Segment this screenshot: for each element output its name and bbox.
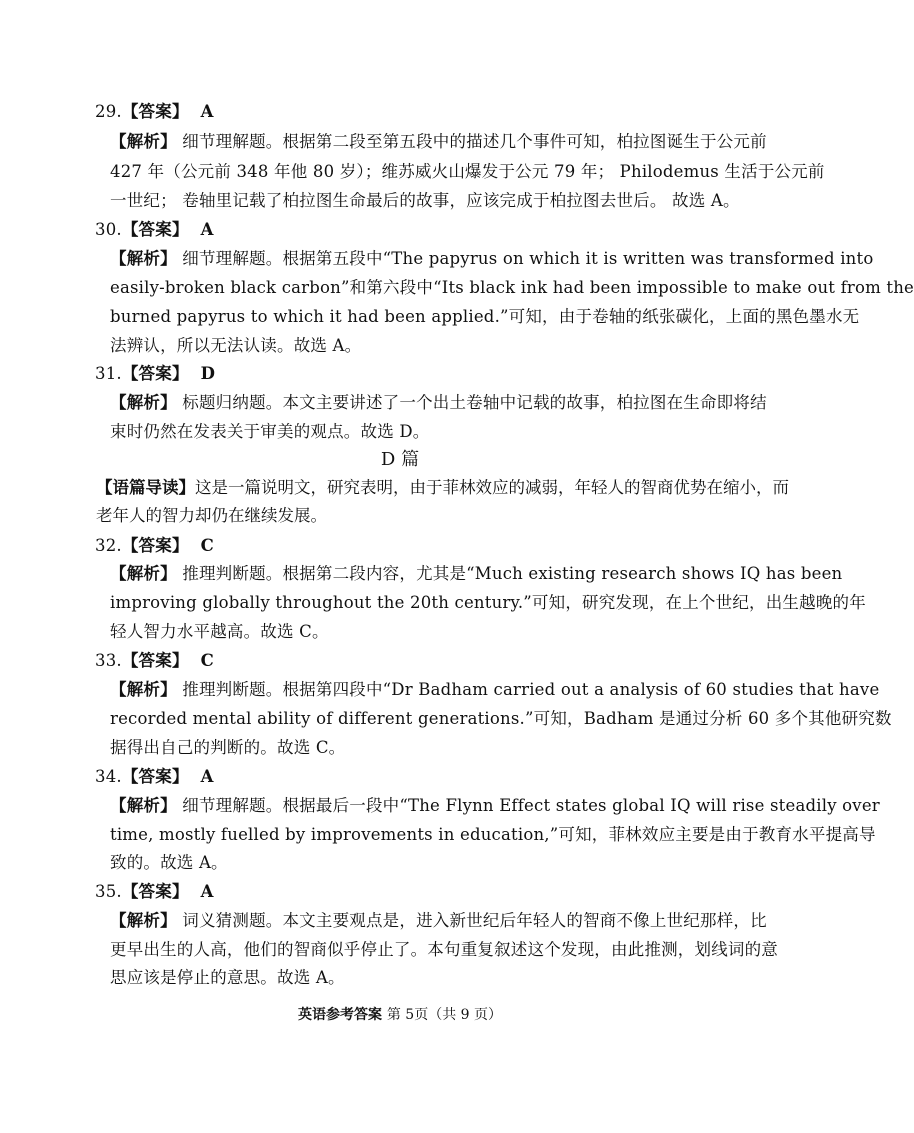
answer-line-35: 35.【答案】 A <box>95 882 214 901</box>
footer-page-number: 第 5页（共 9 页） <box>386 1007 503 1023</box>
explanation-31-line-2: 束时仍然在发表关于审美的观点。故选 D。 <box>110 422 430 441</box>
explanation-29-line-3: 一世纪； 卷轴里记载了柏拉图生命最后的故事，应该完成于柏拉图去世后。 故选 A。 <box>110 191 740 210</box>
explanation-32-line-1: 【解析】 推理判断题。根据第二段内容，尤其是“Much existing research shows IQ has been <box>110 564 843 583</box>
explanation-30-line-4: 法辨认，所以无法认读。故选 A。 <box>110 336 362 355</box>
explanation-33-line-2: recorded mental ability of different generations.”可知，Badham 是通过分析 60 多个其他研究数 <box>110 709 892 728</box>
answer-line-29: 29.【答案】 A <box>95 102 214 121</box>
explanation-29-line-2: 427 年（公元前 348 年他 80 岁）；维苏威火山爆发于公元 79 年； Philodemus 生活于公元前 <box>110 162 825 181</box>
answer-line-31: 31.【答案】 D <box>95 364 216 383</box>
explanation-31-line-1: 【解析】 标题归纳题。本文主要讲述了一个出土卷轴中记载的故事，柏拉图在生命即将结 <box>110 393 767 412</box>
explanation-34-line-2: time, mostly fuelled by improvements in education,”可知，菲林效应主要是由于教育水平提高导 <box>110 825 876 844</box>
explanation-32-line-3: 轻人智力水平越高。故选 C。 <box>110 622 329 641</box>
explanation-32-line-2: improving globally throughout the 20th century.”可知，研究发现，在上个世纪，出生越晚的年 <box>110 593 866 612</box>
explanation-35-line-1: 【解析】 词义猜测题。本文主要观点是，进入新世纪后年轻人的智商不像上世纪那样，比 <box>110 911 767 930</box>
section-title: D 篇 <box>380 449 420 470</box>
explanation-30-line-1: 【解析】 细节理解题。根据第五段中“The papyrus on which it is written was transformed into <box>110 249 874 268</box>
footer-title: 英语参考答案 <box>297 1007 382 1023</box>
answer-line-34: 34.【答案】 A <box>95 767 214 786</box>
guide-line-1: 【语篇导读】这是一篇说明文，研究表明，由于菲林效应的减弱，年轻人的智商优势在缩小，而 <box>96 478 789 497</box>
explanation-29-line-1: 【解析】 细节理解题。根据第二段至第五段中的描述几个事件可知，柏拉图诞生于公元前 <box>110 132 767 151</box>
guide-line-2: 老年人的智力却仍在继续发展。 <box>96 506 327 525</box>
explanation-35-line-2: 更早出生的人高，他们的智商似乎停止了。本句重复叙述这个发现，由此推测，划线词的意 <box>110 940 778 959</box>
explanation-35-line-3: 思应该是停止的意思。故选 A。 <box>110 968 345 987</box>
explanation-34-line-1: 【解析】 细节理解题。根据最后一段中“The Flynn Effect states global IQ will rise steadily over <box>110 796 880 815</box>
explanation-34-line-3: 致的。故选 A。 <box>110 853 228 872</box>
explanation-33-line-1: 【解析】 推理判断题。根据第四段中“Dr Badham carried out a analysis of 60 studies that have <box>110 680 880 699</box>
answer-line-32: 32.【答案】 C <box>95 536 214 555</box>
page-footer <box>0 1004 800 1024</box>
answer-line-30: 30.【答案】 A <box>95 220 214 239</box>
explanation-30-line-3: burned papyrus to which it had been applied.”可知，由于卷轴的纸张碳化，上面的黑色墨水无 <box>110 307 860 326</box>
explanation-30-line-2: easily-broken black carbon”和第六段中“Its black ink had been impossible to make out from the <box>110 278 914 297</box>
explanation-33-line-3: 据得出自己的判断的。故选 C。 <box>110 738 346 757</box>
answer-line-33: 33.【答案】 C <box>95 651 214 670</box>
